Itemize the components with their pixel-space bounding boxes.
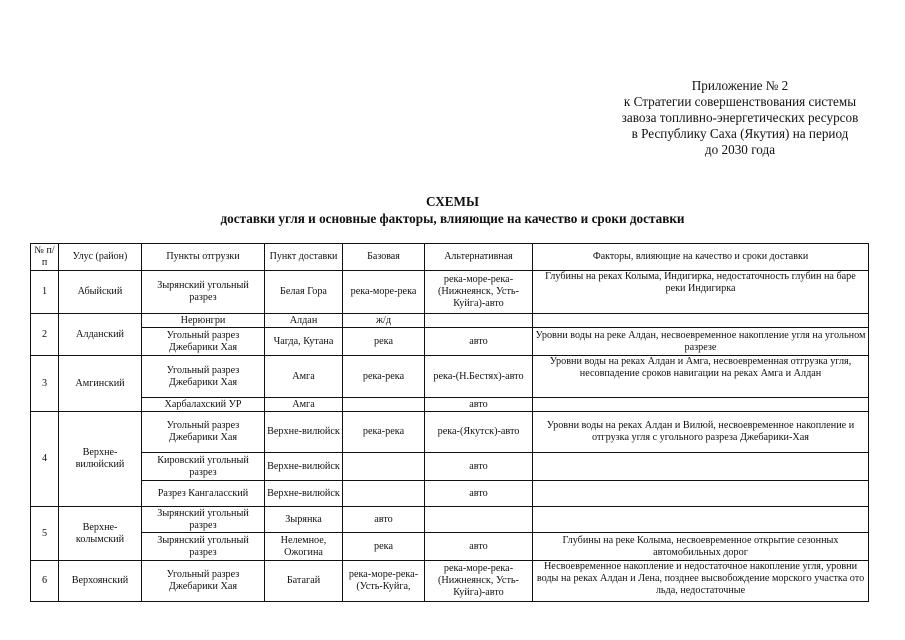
appendix-line: до 2030 года (704, 142, 776, 157)
district-cell: Верхне-колымский (59, 507, 142, 561)
factors-cell: Глубины на реках Колыма, Индигирка, недостаточность глубин на баре реки Индигирка (533, 271, 869, 314)
alternative-route-cell (425, 314, 533, 328)
district-cell: Амгинский (59, 356, 142, 412)
district-cell: Верхоянский (59, 561, 142, 602)
delivery-point-cell: Верхне-вилюйск (265, 453, 343, 481)
appendix-line: к Стратегии совершенствования системы (623, 94, 857, 109)
header-shipment: Пункты отгрузки (142, 244, 265, 271)
table-row (31, 356, 869, 398)
row-number-cell: 2 (31, 314, 59, 356)
delivery-point-cell: Нелемное, Ожогина (265, 533, 343, 561)
base-route-cell: река (343, 533, 425, 561)
factors-cell (533, 507, 869, 533)
factors-cell: Глубины на реке Колыма, несвоевременное открытие сезонных автомобильных дорог (533, 533, 869, 561)
table-row (31, 481, 869, 507)
factors-cell (533, 453, 869, 481)
delivery-schemes-table (30, 243, 869, 602)
header-base: Базовая (343, 244, 425, 271)
alternative-route-cell: река-море-река-(Нижнеянск, Усть-Куйга)-авто (425, 271, 533, 314)
table-row (31, 412, 869, 453)
factors-cell (533, 314, 869, 328)
row-number-cell: 6 (31, 561, 59, 602)
delivery-point-cell: Верхне-вилюйск (265, 481, 343, 507)
base-route-cell: река-море-река (343, 271, 425, 314)
delivery-point-cell: Алдан (265, 314, 343, 328)
shipment-point-cell: Нерюнгри (142, 314, 265, 328)
header-district: Улус (район) (59, 244, 142, 271)
table-row (31, 453, 869, 481)
factors-cell (533, 481, 869, 507)
base-route-cell: река-река (343, 412, 425, 453)
alternative-route-cell: авто (425, 481, 533, 507)
district-cell: Алданский (59, 314, 142, 356)
table-row (31, 533, 869, 561)
shipment-point-cell: Зырянский угольный разрез (142, 271, 265, 314)
header-num: № п/п (31, 244, 59, 271)
row-number-cell: 5 (31, 507, 59, 561)
district-cell: Абыйский (59, 271, 142, 314)
row-number-cell: 4 (31, 412, 59, 507)
shipment-point-cell: Зырянский угольный разрез (142, 533, 265, 561)
factors-cell (533, 398, 869, 412)
alternative-route-cell: река-море-река-(Нижнеянск, Усть-Куйга)-авто (425, 561, 533, 602)
factors-cell: Уровни воды на реках Алдан и Вилюй, несвоевременное накопление и отгрузка угля с угольного разреза Джебарики-Хая (533, 412, 869, 453)
table-row (31, 314, 869, 328)
table-row (31, 398, 869, 412)
delivery-point-cell: Амга (265, 398, 343, 412)
shipment-point-cell: Угольный разрез Джебарики Хая (142, 356, 265, 398)
shipment-point-cell: Угольный разрез Джебарики Хая (142, 561, 265, 602)
shipment-point-cell: Угольный разрез Джебарики Хая (142, 412, 265, 453)
delivery-point-cell: Чагда, Кутана (265, 328, 343, 356)
document-subtitle: доставки угля и основные факторы, влияющие на качество и сроки доставки (220, 211, 685, 226)
shipment-point-cell: Харбалахский УР (142, 398, 265, 412)
delivery-point-cell: Амга (265, 356, 343, 398)
alternative-route-cell (425, 507, 533, 533)
base-route-cell: река-река (343, 356, 425, 398)
delivery-point-cell: Белая Гора (265, 271, 343, 314)
document-title: СХЕМЫ (426, 194, 479, 209)
base-route-cell: ж/д (343, 314, 425, 328)
table-row (31, 507, 869, 533)
header-delivery: Пункт доставки (265, 244, 343, 271)
alternative-route-cell: авто (425, 533, 533, 561)
header-alt: Альтернативная (425, 244, 533, 271)
base-route-cell (343, 398, 425, 412)
base-route-cell (343, 481, 425, 507)
factors-cell: Уровни воды на реке Алдан, несвоевременное накопление угля на угольном разрезе (533, 328, 869, 356)
alternative-route-cell: авто (425, 398, 533, 412)
delivery-point-cell: Зырянка (265, 507, 343, 533)
factors-cell: Уровни воды на реках Алдан и Амга, несвоевременная отгрузка угля, несовпадение сроков навигации на реках Амга и Алдан (533, 356, 869, 398)
delivery-point-cell: Батагай (265, 561, 343, 602)
base-route-cell: река (343, 328, 425, 356)
header-factors: Факторы, влияющие на качество и сроки доставки (533, 244, 869, 271)
alternative-route-cell: река-(Якутск)-авто (425, 412, 533, 453)
appendix-line: Приложение № 2 (691, 78, 789, 93)
document-heading (0, 193, 905, 227)
shipment-point-cell: Кировский угольный разрез (142, 453, 265, 481)
alternative-route-cell: авто (425, 453, 533, 481)
row-number-cell: 1 (31, 271, 59, 314)
row-number-cell: 3 (31, 356, 59, 412)
alternative-route-cell: авто (425, 328, 533, 356)
district-cell: Верхне-вилюйский (59, 412, 142, 507)
shipment-point-cell: Зырянский угольный разрез (142, 507, 265, 533)
appendix-header (560, 78, 905, 158)
shipment-point-cell: Угольный разрез Джебарики Хая (142, 328, 265, 356)
base-route-cell: река-море-река-(Усть-Куйга, (343, 561, 425, 602)
delivery-point-cell: Верхне-вилюйск (265, 412, 343, 453)
table-header-row (31, 244, 869, 271)
base-route-cell: авто (343, 507, 425, 533)
table-row (31, 328, 869, 356)
shipment-point-cell: Разрез Кангаласский (142, 481, 265, 507)
factors-cell: Несвоевременное накопление и недостаточное накопление угля, уровни воды на реках Алдан и Лена, позднее высвобождение морского участка ото льда, недостаточные (533, 561, 869, 602)
table-row (31, 561, 869, 602)
appendix-line: завоза топливно-энергетических ресурсов (621, 110, 859, 125)
table-row (31, 271, 869, 314)
appendix-line: в Республику Саха (Якутия) на период (631, 126, 849, 141)
alternative-route-cell: река-(Н.Бестях)-авто (425, 356, 533, 398)
base-route-cell (343, 453, 425, 481)
